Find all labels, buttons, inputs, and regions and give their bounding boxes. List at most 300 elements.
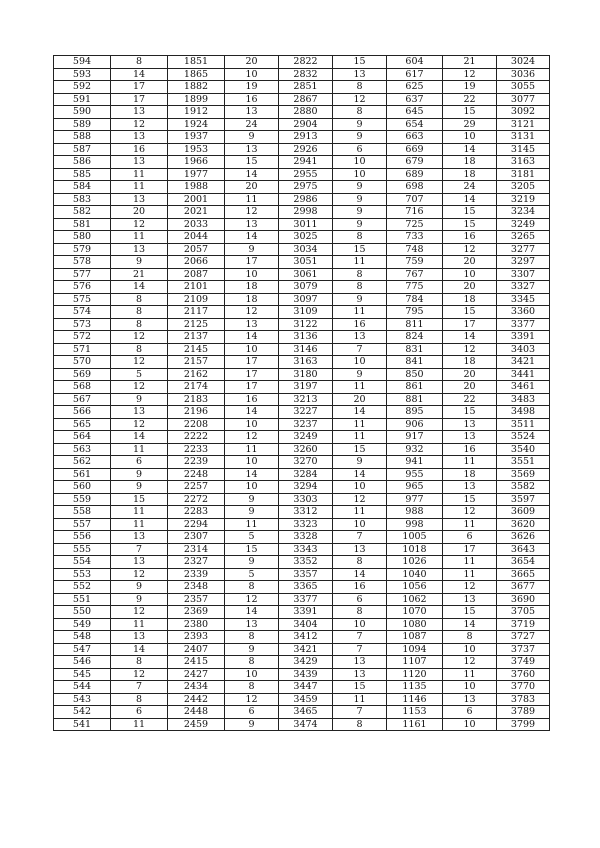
table-row — [54, 531, 550, 544]
table-cell: 6 — [111, 706, 168, 719]
table-cell: 2307 — [168, 531, 225, 544]
table-cell: 553 — [54, 568, 111, 581]
table-cell: 548 — [54, 631, 111, 644]
table-cell: 11 — [333, 306, 387, 319]
table-row — [54, 93, 550, 106]
table-cell: 560 — [54, 481, 111, 494]
table-cell: 22 — [443, 93, 497, 106]
table-cell: 1966 — [168, 156, 225, 169]
table-cell: 1070 — [387, 606, 443, 619]
table-cell: 2442 — [168, 693, 225, 706]
table-row — [54, 693, 550, 706]
table-cell: 19 — [225, 81, 279, 94]
table-cell: 549 — [54, 618, 111, 631]
table-row — [54, 481, 550, 494]
table-cell: 11 — [111, 443, 168, 456]
table-cell: 13 — [111, 156, 168, 169]
table-cell: 14 — [225, 231, 279, 244]
table-cell: 29 — [443, 118, 497, 131]
table-cell: 2248 — [168, 468, 225, 481]
table-cell: 977 — [387, 493, 443, 506]
table-row — [54, 718, 550, 731]
table-cell: 2222 — [168, 431, 225, 444]
table-cell: 555 — [54, 543, 111, 556]
table-cell: 5 — [225, 568, 279, 581]
table-cell: 1161 — [387, 718, 443, 731]
table-row — [54, 668, 550, 681]
table-cell: 16 — [443, 443, 497, 456]
table-cell: 15 — [443, 493, 497, 506]
table-cell: 587 — [54, 143, 111, 156]
table-cell: 9 — [225, 493, 279, 506]
table-cell: 3249 — [497, 218, 550, 231]
table-cell: 3459 — [279, 693, 333, 706]
table-cell: 12 — [443, 343, 497, 356]
table-cell: 12 — [111, 606, 168, 619]
table-cell: 557 — [54, 518, 111, 531]
table-cell: 3249 — [279, 431, 333, 444]
table-cell: 941 — [387, 456, 443, 469]
table-cell: 9 — [225, 131, 279, 144]
table-row — [54, 243, 550, 256]
table-cell: 563 — [54, 443, 111, 456]
table-cell: 10 — [443, 268, 497, 281]
table-cell: 12 — [333, 493, 387, 506]
table-cell: 850 — [387, 368, 443, 381]
table-cell: 3391 — [497, 331, 550, 344]
table-cell: 10 — [225, 481, 279, 494]
table-cell: 13 — [225, 143, 279, 156]
table-row — [54, 193, 550, 206]
table-cell: 12 — [111, 381, 168, 394]
table-cell: 24 — [443, 181, 497, 194]
table-cell: 3297 — [497, 256, 550, 269]
table-cell: 7 — [333, 531, 387, 544]
table-cell: 11 — [443, 556, 497, 569]
table-cell: 11 — [333, 693, 387, 706]
table-cell: 545 — [54, 668, 111, 681]
table-cell: 617 — [387, 68, 443, 81]
table-cell: 3237 — [279, 418, 333, 431]
table-cell: 767 — [387, 268, 443, 281]
table-cell: 3474 — [279, 718, 333, 731]
table-cell: 3524 — [497, 431, 550, 444]
table-cell: 13 — [225, 618, 279, 631]
table-row — [54, 593, 550, 606]
table-cell: 12 — [443, 68, 497, 81]
table-cell: 585 — [54, 168, 111, 181]
table-cell: 9 — [225, 556, 279, 569]
table-cell: 11 — [333, 506, 387, 519]
table-cell: 552 — [54, 581, 111, 594]
table-cell: 3077 — [497, 93, 550, 106]
table-cell: 3122 — [279, 318, 333, 331]
table-cell: 9 — [111, 481, 168, 494]
table-cell: 542 — [54, 706, 111, 719]
table-cell: 13 — [443, 431, 497, 444]
table-cell: 1953 — [168, 143, 225, 156]
table-cell: 11 — [443, 668, 497, 681]
table-cell: 15 — [443, 406, 497, 419]
table-cell: 3181 — [497, 168, 550, 181]
table-cell: 2021 — [168, 206, 225, 219]
table-cell: 20 — [225, 56, 279, 69]
table-cell: 3092 — [497, 106, 550, 119]
table-cell: 14 — [225, 331, 279, 344]
table-row — [54, 218, 550, 231]
table-cell: 9 — [333, 218, 387, 231]
table-cell: 17 — [443, 318, 497, 331]
table-row — [54, 443, 550, 456]
table-cell: 3461 — [497, 381, 550, 394]
table-cell: 2955 — [279, 168, 333, 181]
table-cell: 9 — [333, 118, 387, 131]
table-cell: 1153 — [387, 706, 443, 719]
table-cell: 1005 — [387, 531, 443, 544]
table-cell: 775 — [387, 281, 443, 294]
table-cell: 8 — [111, 306, 168, 319]
table-cell: 3345 — [497, 293, 550, 306]
table-cell: 3654 — [497, 556, 550, 569]
table-cell: 3626 — [497, 531, 550, 544]
table-cell: 17 — [111, 93, 168, 106]
table-cell: 15 — [443, 218, 497, 231]
table-cell: 7 — [111, 543, 168, 556]
table-cell: 2033 — [168, 218, 225, 231]
table-cell: 10 — [225, 68, 279, 81]
table-row — [54, 306, 550, 319]
table-cell: 2137 — [168, 331, 225, 344]
table-cell: 18 — [443, 356, 497, 369]
table-cell: 16 — [333, 318, 387, 331]
table-cell: 569 — [54, 368, 111, 381]
table-cell: 2145 — [168, 343, 225, 356]
table-cell: 15 — [225, 156, 279, 169]
table-cell: 637 — [387, 93, 443, 106]
table-cell: 10 — [443, 131, 497, 144]
table-cell: 554 — [54, 556, 111, 569]
table-cell: 2339 — [168, 568, 225, 581]
table-cell: 21 — [111, 268, 168, 281]
table-cell: 3609 — [497, 506, 550, 519]
table-cell: 15 — [111, 493, 168, 506]
table-cell: 10 — [333, 156, 387, 169]
table-cell: 8 — [225, 656, 279, 669]
table-cell: 13 — [225, 106, 279, 119]
table-cell: 5 — [225, 531, 279, 544]
table-cell: 1135 — [387, 681, 443, 694]
table-row — [54, 206, 550, 219]
table-cell: 564 — [54, 431, 111, 444]
table-cell: 906 — [387, 418, 443, 431]
table-cell: 12 — [111, 331, 168, 344]
table-cell: 3498 — [497, 406, 550, 419]
table-cell: 16 — [225, 93, 279, 106]
table-cell: 1988 — [168, 181, 225, 194]
table-cell: 3277 — [497, 243, 550, 256]
table-cell: 12 — [111, 118, 168, 131]
table-cell: 14 — [333, 568, 387, 581]
table-cell: 3034 — [279, 243, 333, 256]
table-cell: 3131 — [497, 131, 550, 144]
table-cell: 2183 — [168, 393, 225, 406]
table-cell: 1924 — [168, 118, 225, 131]
table-cell: 572 — [54, 331, 111, 344]
table-cell: 2913 — [279, 131, 333, 144]
table-cell: 12 — [111, 218, 168, 231]
table-cell: 3365 — [279, 581, 333, 594]
table-row — [54, 56, 550, 69]
table-cell: 12 — [443, 506, 497, 519]
table-cell: 645 — [387, 106, 443, 119]
table-cell: 12 — [111, 668, 168, 681]
table-cell: 10 — [333, 618, 387, 631]
table-cell: 3079 — [279, 281, 333, 294]
table-cell: 3213 — [279, 393, 333, 406]
table-cell: 576 — [54, 281, 111, 294]
table-cell: 18 — [443, 468, 497, 481]
table-row — [54, 256, 550, 269]
table-cell: 7 — [333, 343, 387, 356]
table-cell: 16 — [443, 231, 497, 244]
table-cell: 568 — [54, 381, 111, 394]
table-cell: 581 — [54, 218, 111, 231]
table-cell: 13 — [443, 481, 497, 494]
table-cell: 3447 — [279, 681, 333, 694]
table-cell: 2125 — [168, 318, 225, 331]
table-cell: 3727 — [497, 631, 550, 644]
table-cell: 2986 — [279, 193, 333, 206]
table-cell: 679 — [387, 156, 443, 169]
table-cell: 3643 — [497, 543, 550, 556]
table-cell: 811 — [387, 318, 443, 331]
table-cell: 571 — [54, 343, 111, 356]
table-cell: 1120 — [387, 668, 443, 681]
table-cell: 2294 — [168, 518, 225, 531]
table-cell: 2369 — [168, 606, 225, 619]
table-cell: 2087 — [168, 268, 225, 281]
table-cell: 15 — [443, 206, 497, 219]
table-cell: 10 — [333, 356, 387, 369]
table-cell: 559 — [54, 493, 111, 506]
table-row — [54, 506, 550, 519]
table-cell: 13 — [443, 693, 497, 706]
table-cell: 11 — [443, 518, 497, 531]
table-cell: 10 — [225, 456, 279, 469]
table-cell: 13 — [111, 106, 168, 119]
table-cell: 9 — [111, 468, 168, 481]
table-cell: 574 — [54, 306, 111, 319]
table-cell: 20 — [225, 181, 279, 194]
table-cell: 6 — [225, 706, 279, 719]
table-cell: 12 — [111, 356, 168, 369]
table-row — [54, 456, 550, 469]
table-cell: 8 — [111, 656, 168, 669]
table-cell: 14 — [443, 331, 497, 344]
table-cell: 8 — [111, 56, 168, 69]
table-row — [54, 706, 550, 719]
table-cell: 14 — [443, 143, 497, 156]
table-cell: 625 — [387, 81, 443, 94]
table-cell: 582 — [54, 206, 111, 219]
table-cell: 3749 — [497, 656, 550, 669]
table-cell: 21 — [443, 56, 497, 69]
table-cell: 3109 — [279, 306, 333, 319]
table-cell: 544 — [54, 681, 111, 694]
table-cell: 3705 — [497, 606, 550, 619]
table-cell: 13 — [225, 318, 279, 331]
table-cell: 584 — [54, 181, 111, 194]
table-row — [54, 231, 550, 244]
table-row — [54, 343, 550, 356]
table-cell: 17 — [443, 543, 497, 556]
table-cell: 2448 — [168, 706, 225, 719]
table-cell: 14 — [333, 406, 387, 419]
table-cell: 998 — [387, 518, 443, 531]
table-cell: 3665 — [497, 568, 550, 581]
table-cell: 13 — [111, 406, 168, 419]
table-cell: 8 — [333, 268, 387, 281]
table-cell: 3197 — [279, 381, 333, 394]
table-cell: 3620 — [497, 518, 550, 531]
table-cell: 12 — [225, 693, 279, 706]
table-cell: 669 — [387, 143, 443, 156]
table-cell: 3582 — [497, 481, 550, 494]
table-row — [54, 106, 550, 119]
table-cell: 654 — [387, 118, 443, 131]
table-row — [54, 406, 550, 419]
table-cell: 550 — [54, 606, 111, 619]
table-cell: 578 — [54, 256, 111, 269]
table-cell: 17 — [225, 381, 279, 394]
table-row — [54, 156, 550, 169]
table-cell: 20 — [443, 381, 497, 394]
table-cell: 716 — [387, 206, 443, 219]
table-cell: 3352 — [279, 556, 333, 569]
table-cell: 13 — [333, 331, 387, 344]
table-cell: 5 — [111, 368, 168, 381]
table-cell: 2057 — [168, 243, 225, 256]
table-cell: 6 — [443, 531, 497, 544]
table-cell: 707 — [387, 193, 443, 206]
table-cell: 18 — [443, 293, 497, 306]
table-cell: 2272 — [168, 493, 225, 506]
table-cell: 3511 — [497, 418, 550, 431]
table-cell: 9 — [225, 643, 279, 656]
table-cell: 3136 — [279, 331, 333, 344]
table-cell: 13 — [333, 68, 387, 81]
table-cell: 1899 — [168, 93, 225, 106]
table-cell: 13 — [333, 656, 387, 669]
table-cell: 3540 — [497, 443, 550, 456]
table-cell: 8 — [333, 106, 387, 119]
table-cell: 2001 — [168, 193, 225, 206]
table-cell: 9 — [333, 206, 387, 219]
table-cell: 3770 — [497, 681, 550, 694]
table-row — [54, 518, 550, 531]
table-cell: 8 — [333, 81, 387, 94]
table-cell: 13 — [333, 668, 387, 681]
table-cell: 18 — [443, 168, 497, 181]
table-cell: 2233 — [168, 443, 225, 456]
table-cell: 8 — [225, 581, 279, 594]
table-cell: 2348 — [168, 581, 225, 594]
table-row — [54, 606, 550, 619]
table-cell: 3403 — [497, 343, 550, 356]
table-cell: 13 — [111, 531, 168, 544]
table-cell: 3219 — [497, 193, 550, 206]
table-cell: 698 — [387, 181, 443, 194]
table-row — [54, 268, 550, 281]
table-cell: 9 — [225, 506, 279, 519]
table-cell: 3051 — [279, 256, 333, 269]
table-cell: 9 — [333, 293, 387, 306]
table-cell: 2427 — [168, 668, 225, 681]
table-cell: 11 — [225, 518, 279, 531]
table-cell: 20 — [333, 393, 387, 406]
table-cell: 3429 — [279, 656, 333, 669]
table-cell: 824 — [387, 331, 443, 344]
table-cell: 3789 — [497, 706, 550, 719]
table-row — [54, 68, 550, 81]
score-table — [53, 55, 550, 731]
table-cell: 3265 — [497, 231, 550, 244]
table-row — [54, 81, 550, 94]
table-cell: 733 — [387, 231, 443, 244]
table-cell: 3025 — [279, 231, 333, 244]
table-cell: 9 — [111, 593, 168, 606]
table-row — [54, 293, 550, 306]
table-cell: 3055 — [497, 81, 550, 94]
table-cell: 1062 — [387, 593, 443, 606]
table-cell: 11 — [333, 381, 387, 394]
table-cell: 2117 — [168, 306, 225, 319]
table-cell: 9 — [225, 243, 279, 256]
table-cell: 9 — [333, 456, 387, 469]
table-cell: 9 — [333, 368, 387, 381]
table-cell: 1912 — [168, 106, 225, 119]
table-cell: 3441 — [497, 368, 550, 381]
table-cell: 10 — [225, 343, 279, 356]
table-cell: 556 — [54, 531, 111, 544]
table-cell: 3146 — [279, 343, 333, 356]
table-cell: 14 — [111, 68, 168, 81]
table-cell: 988 — [387, 506, 443, 519]
table-cell: 10 — [333, 168, 387, 181]
table-cell: 543 — [54, 693, 111, 706]
table-row — [54, 681, 550, 694]
table-cell: 2327 — [168, 556, 225, 569]
table-cell: 12 — [225, 431, 279, 444]
table-row — [54, 318, 550, 331]
table-cell: 663 — [387, 131, 443, 144]
table-cell: 11 — [111, 181, 168, 194]
table-row — [54, 356, 550, 369]
table-cell: 8 — [333, 281, 387, 294]
table-cell: 3036 — [497, 68, 550, 81]
table-cell: 2867 — [279, 93, 333, 106]
table-cell: 13 — [333, 543, 387, 556]
table-cell: 1865 — [168, 68, 225, 81]
table-cell: 3121 — [497, 118, 550, 131]
table-cell: 589 — [54, 118, 111, 131]
table-cell: 17 — [225, 256, 279, 269]
table-cell: 14 — [111, 281, 168, 294]
table-cell: 2208 — [168, 418, 225, 431]
table-cell: 15 — [443, 606, 497, 619]
table-cell: 558 — [54, 506, 111, 519]
table-cell: 1977 — [168, 168, 225, 181]
